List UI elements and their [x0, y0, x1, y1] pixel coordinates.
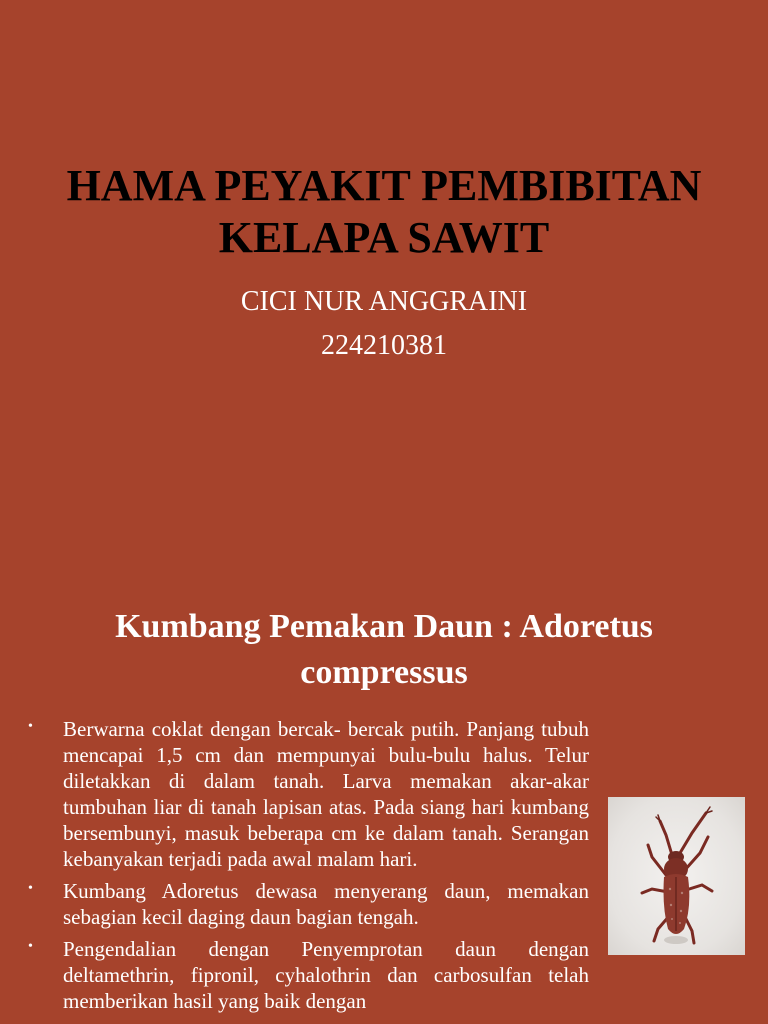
bullet-icon: • [28, 881, 33, 896]
bullet-item [24, 716, 589, 872]
bullet-item [24, 878, 589, 930]
bullet-icon: • [28, 719, 33, 734]
heading-line-2: compressus [300, 654, 468, 691]
content-slide [0, 576, 768, 1024]
heading-line-1: Kumbang Pemakan Daun : Adoretus [115, 608, 653, 645]
bullet-item [24, 936, 589, 1014]
bullet-text: Berwarna coklat dengan bercak- bercak putih. Panjang tubuh mencapai 1,5 cm dan mempunyai bulu-bulu halus. Telur diletakkan di dalam tanah. Larva memakan akar-akar tumbuhan liar di tanah lapisan atas. Pada siang hari kumbang bersembunyi, masuk beberapa cm ke dalam tanah. Serangan kebanyakan terjadi pada awal malam hari. [63, 717, 589, 871]
bullet-text: Pengendalian dengan Penyemprotan daun dengan deltamethrin, fipronil, cyhalothrin dan carbosulfan telah memberikan hasil yang baik dengan [63, 937, 589, 1013]
student-id: 224210381 [321, 330, 447, 361]
slide-heading [60, 604, 708, 696]
author-name: CICI NUR ANGGRAINI [240, 286, 528, 317]
slide-title [0, 160, 768, 264]
beetle-photo [608, 797, 745, 955]
beetle-icon [608, 797, 745, 955]
bullet-icon: • [28, 939, 33, 954]
title-line-1: HAMA PEYAKIT PEMBIBITAN [66, 161, 702, 210]
bullet-text: Kumbang Adoretus dewasa menyerang daun, memakan sebagian kecil daging daun bagian tengah. [63, 879, 589, 929]
bullet-list [24, 716, 589, 1020]
title-line-2: KELAPA SAWIT [218, 213, 550, 262]
